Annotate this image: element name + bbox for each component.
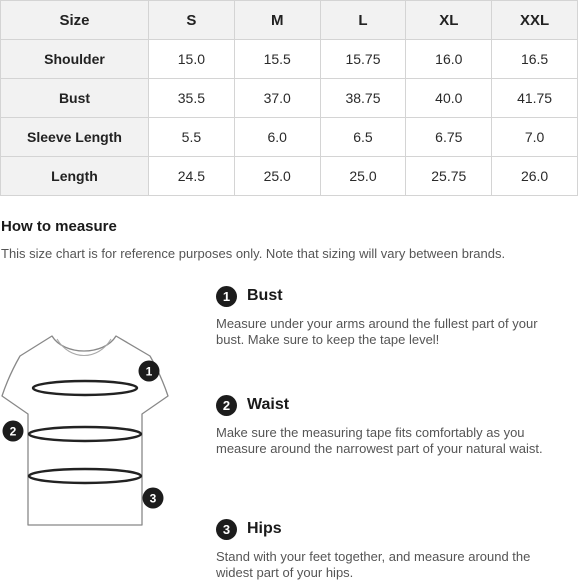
marker-2: [3, 421, 24, 442]
table-cell: 25.75: [406, 157, 492, 196]
table-cell: 24.5: [149, 157, 235, 196]
table-cell: 7.0: [492, 118, 578, 157]
step-description: Measure under your arms around the fullest part of your bust. Make sure to keep the tape level!: [216, 316, 538, 347]
step-number-badge: 2: [216, 395, 237, 416]
table-row-length: [1, 157, 578, 196]
table-header-row: [1, 1, 578, 40]
header-cell-xxl: XXL: [492, 1, 578, 40]
header-cell-s: S: [149, 1, 235, 40]
row-label: Sleeve Length: [1, 118, 149, 157]
header-cell-xl: XL: [406, 1, 492, 40]
row-label: Shoulder: [1, 40, 149, 79]
table-cell: 16.0: [406, 40, 492, 79]
svg-text:3: 3: [149, 491, 157, 506]
tshirt-illustration: [0, 330, 172, 535]
table-cell: 6.75: [406, 118, 492, 157]
table-cell: 15.0: [149, 40, 235, 79]
table-cell: 16.5: [492, 40, 578, 79]
table-cell: 26.0: [492, 157, 578, 196]
table-cell: 40.0: [406, 79, 492, 118]
table-cell: 15.5: [234, 40, 320, 79]
table-row-shoulder: [1, 40, 578, 79]
marker-3: [143, 488, 164, 509]
step-title: Hips: [247, 520, 282, 537]
step-waist: [216, 394, 561, 457]
step-title: Bust: [247, 287, 283, 304]
svg-text:2: 2: [9, 424, 17, 439]
table-cell: 15.75: [320, 40, 406, 79]
table-cell: 35.5: [149, 79, 235, 118]
table-row-bust: [1, 79, 578, 118]
header-cell-m: M: [234, 1, 320, 40]
reference-note: This size chart is for reference purposes only. Note that sizing will vary between brands.: [1, 246, 506, 261]
table-cell: 41.75: [492, 79, 578, 118]
step-number-badge: 1: [216, 286, 237, 307]
header-cell-l: L: [320, 1, 406, 40]
row-label: Length: [1, 157, 149, 196]
table-row-sleeve-length: [1, 118, 578, 157]
marker-1: [139, 361, 160, 382]
table-cell: 25.0: [320, 157, 406, 196]
table-cell: 5.5: [149, 118, 235, 157]
step-description: Make sure the measuring tape fits comfortably as you measure around the narrowest part of your natural waist.: [216, 425, 543, 456]
step-description: Stand with your feet together, and measure around the widest part of your hips.: [216, 549, 531, 580]
table-cell: 25.0: [234, 157, 320, 196]
how-to-measure-heading: How to measure: [1, 218, 117, 235]
table-cell: 38.75: [320, 79, 406, 118]
size-chart-table: [0, 0, 578, 196]
step-number-badge: 3: [216, 519, 237, 540]
svg-text:1: 1: [145, 364, 153, 379]
row-label: Bust: [1, 79, 149, 118]
step-title: Waist: [247, 396, 290, 413]
step-hips: [216, 518, 561, 580]
table-cell: 6.0: [234, 118, 320, 157]
header-cell-size: Size: [1, 1, 149, 40]
table-cell: 6.5: [320, 118, 406, 157]
table-cell: 37.0: [234, 79, 320, 118]
step-bust: [216, 285, 561, 348]
